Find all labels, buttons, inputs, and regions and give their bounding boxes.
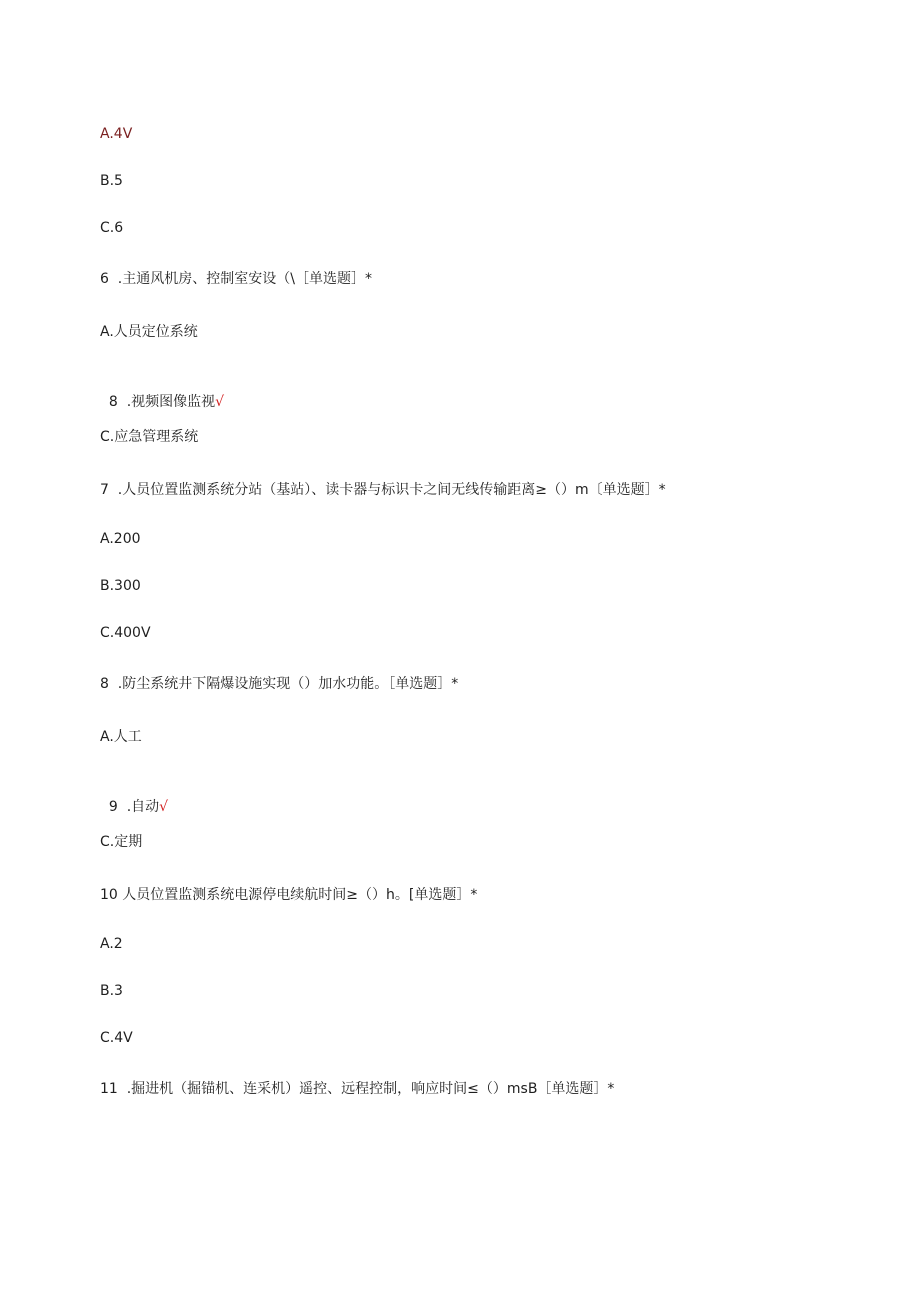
answer-option: A.4V bbox=[100, 126, 133, 142]
answer-option bbox=[100, 780, 168, 816]
answer-option bbox=[100, 375, 224, 411]
answer-option: C.6 bbox=[100, 220, 124, 236]
answer-option: A.人工 bbox=[100, 729, 142, 745]
question-text: 6 .主通风机房、控制室安设（\［单选题］* bbox=[100, 271, 372, 287]
question-text: 8 .防尘系统井下隔爆设施实现（）加水功能。［单选题］* bbox=[100, 676, 459, 692]
answer-option: A.人员定位系统 bbox=[100, 324, 198, 340]
answer-option: C.应急管理系统 bbox=[100, 429, 199, 445]
question-text: 7 .人员位置监测系统分站（基站）、读卡器与标识卡之间无线传输距离≥（）m〔单选题］* bbox=[100, 482, 666, 498]
check-mark-icon: √ bbox=[159, 799, 169, 815]
answer-option: C.4V bbox=[100, 1030, 133, 1046]
answer-option: C.400V bbox=[100, 625, 151, 641]
answer-option-label: 8 .视频图像监视 bbox=[108, 394, 216, 410]
check-mark-icon: √ bbox=[215, 394, 225, 410]
answer-option: B.3 bbox=[100, 983, 123, 999]
answer-option-label: 9 .自动 bbox=[108, 799, 160, 815]
answer-option: C.定期 bbox=[100, 834, 143, 850]
answer-option: A.2 bbox=[100, 936, 123, 952]
answer-option: B.300 bbox=[100, 578, 141, 594]
question-text: 11 .掘进机（掘锚机、连采机）遥控、远程控制，响应时间≤（）msΒ［单选题］* bbox=[100, 1081, 615, 1097]
answer-option: B.5 bbox=[100, 173, 123, 189]
question-text: 10 人员位置监测系统电源停电续航时间≥（）h。[单选题］* bbox=[100, 887, 478, 903]
answer-option: A.200 bbox=[100, 531, 141, 547]
